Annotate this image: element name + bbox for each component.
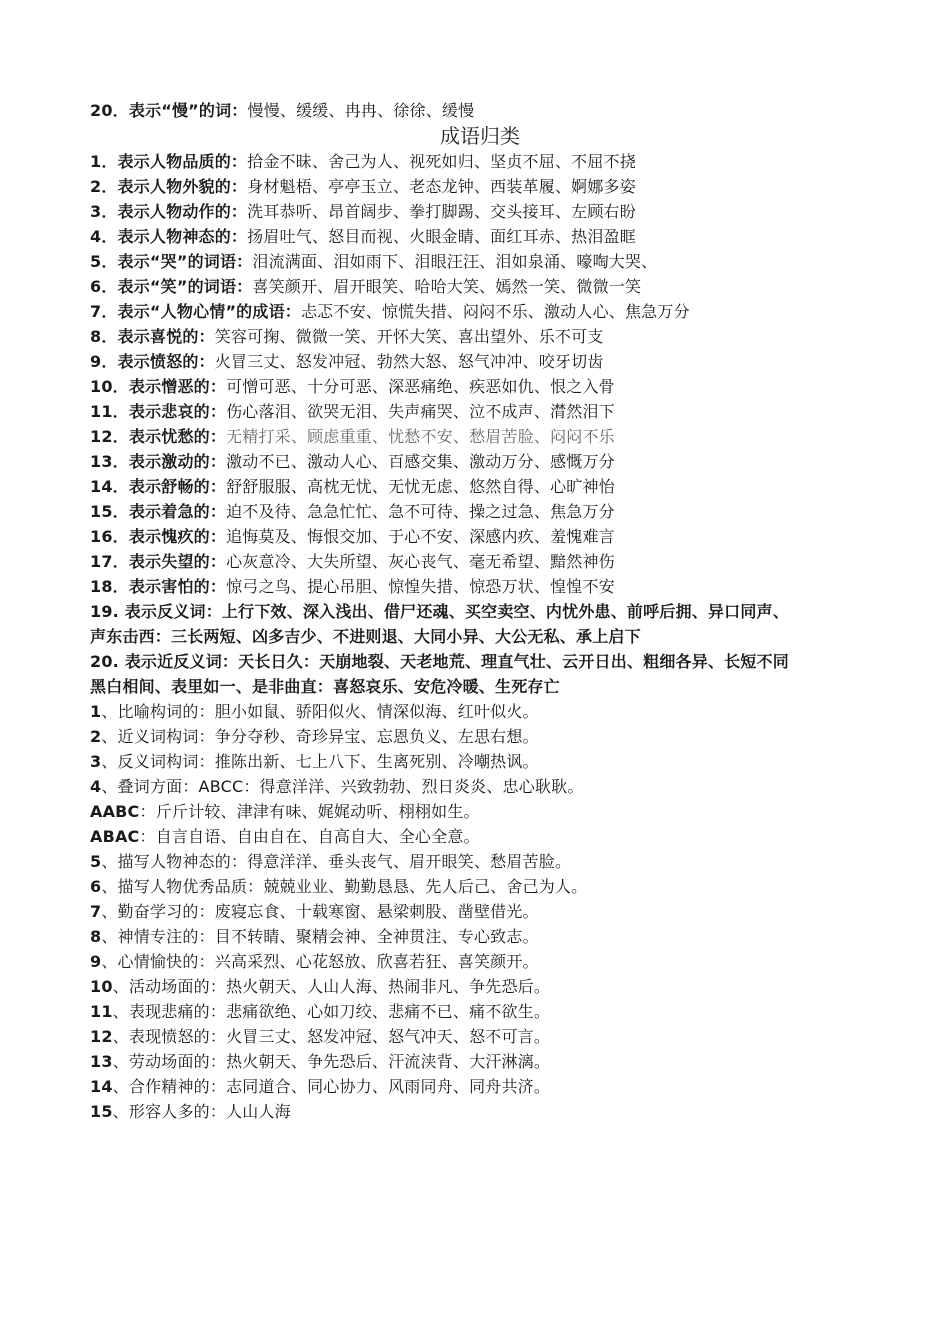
- list-item: [90, 774, 880, 799]
- line-text: 、活动场面的：热火朝天、人山人海、热闹非凡、争先恐后。: [112, 977, 551, 996]
- line-text: 、描写人物优秀品质：兢兢业业、勤勤恳恳、先人后己、舍己为人。: [101, 877, 588, 896]
- list-item: [90, 474, 880, 499]
- idiom-category-list: [90, 149, 880, 699]
- list-item: [90, 749, 880, 774]
- list-item: [90, 1099, 880, 1124]
- list-item: [90, 999, 880, 1024]
- item-number: AABC: [90, 802, 140, 821]
- list-item-antonyms-line1: 19. 表示反义词：上行下效、深入浅出、借尸还魂、买空卖空、内忧外患、前呼后拥、异口同声、: [90, 602, 789, 621]
- line-text: 伤心落泪、欲哭无泪、失声痛哭、泣不成声、潸然泪下: [226, 402, 615, 421]
- line-head: 6．表示“笑”的词语：: [90, 277, 253, 296]
- line-head: 4．表示人物神态的：: [90, 227, 248, 246]
- list-item: [90, 1024, 880, 1049]
- line-head: 18．表示害怕的：: [90, 577, 227, 596]
- list-item: [90, 424, 880, 449]
- line-head: 15．表示着急的：: [90, 502, 227, 521]
- list-item: [90, 699, 880, 724]
- line-text: 、心情愉快的：兴高采烈、心花怒放、欣喜若狂、喜笑颜开。: [101, 952, 539, 971]
- item-number: 2: [90, 727, 102, 746]
- list-item-synonyms-line1: 20. 表示近反义词：天长日久：天崩地裂、天老地荒、理直气壮、云开日出、粗细各异、长短不同: [90, 652, 789, 671]
- line-head: 7．表示“人物心情”的成语：: [90, 302, 301, 321]
- line-text: 、表现愤怒的：火冒三丈、怒发冲冠、怒气冲天、怒不可言。: [112, 1027, 551, 1046]
- line-text: 、近义词构词：争分夺秒、奇珍异宝、忘恩负义、左思右想。: [101, 727, 539, 746]
- item-number: 10: [90, 977, 113, 996]
- list-item: [90, 549, 880, 574]
- line-head: 9．表示愤怒的：: [90, 352, 215, 371]
- item-number: 4: [90, 777, 102, 796]
- line-text: 泪流满面、泪如雨下、泪眼汪汪、泪如泉涌、嚎啕大哭、: [252, 252, 658, 271]
- list-item: [90, 524, 880, 549]
- line-head: 1．表示人物品质的：: [90, 152, 248, 171]
- line-head: 10．表示憎恶的：: [90, 377, 227, 396]
- line-text: 可憎可恶、十分可恶、深恶痛绝、疾恶如仇、恨之入骨: [226, 377, 615, 396]
- item-number: 6: [90, 877, 102, 896]
- item-number: 13: [90, 1052, 113, 1071]
- line-text: 、合作精神的：志同道合、同心协力、风雨同舟、同舟共济。: [112, 1077, 551, 1096]
- line-text: 忐忑不安、惊慌失措、闷闷不乐、激动人心、焦急万分: [300, 302, 690, 321]
- line-text: 惊弓之鸟、提心吊胆、惊惶失措、惊恐万状、惶惶不安: [226, 577, 615, 596]
- list-item: [90, 849, 880, 874]
- section-title: 成语归类: [440, 124, 520, 148]
- list-item: [90, 149, 880, 174]
- line-text: 笑容可掬、微微一笑、开怀大笑、喜出望外、乐不可支: [214, 327, 604, 346]
- line-text: 舒舒服服、高枕无忧、无忧无虑、悠然自得、心旷神怡: [226, 477, 615, 496]
- line-text: 、表现悲痛的：悲痛欲绝、心如刀绞、悲痛不已、痛不欲生。: [112, 1002, 551, 1021]
- list-item-antonyms-line2: 声东击西：三长两短、凶多吉少、不进则退、大同小异、大公无私、承上启下: [90, 627, 641, 646]
- line-text: 、劳动场面的：热火朝天、争先恐后、汗流浃背、大汗淋漓。: [112, 1052, 551, 1071]
- item-number: 14: [90, 1077, 113, 1096]
- line-text: 心灰意冷、大失所望、灰心丧气、毫无希望、黯然神伤: [226, 552, 615, 571]
- list-item: [90, 399, 880, 424]
- list-item: [90, 874, 880, 899]
- line-text: 、叠词方面：ABCC：得意洋洋、兴致勃勃、烈日炎炎、忠心耿耿。: [101, 777, 584, 796]
- line-head: 16．表示愧疚的：: [90, 527, 227, 546]
- list-item: [90, 499, 880, 524]
- line-head: 20．表示“慢”的词：: [90, 101, 248, 120]
- item-number: 15: [90, 1102, 113, 1121]
- line-text: 拾金不昧、舍己为人、视死如归、坚贞不屈、不屈不挠: [247, 152, 636, 171]
- list-item: [90, 899, 880, 924]
- item-number: 12: [90, 1027, 113, 1046]
- line-text: 、反义词构词：推陈出新、七上八下、生离死别、冷嘲热讽。: [101, 752, 539, 771]
- item-number: 1: [90, 702, 102, 721]
- list-item: [90, 1049, 880, 1074]
- list-item: [90, 574, 880, 599]
- line-text: 慢慢、缓缓、冉冉、徐徐、缓慢: [247, 101, 475, 120]
- line-head: 3．表示人物动作的：: [90, 202, 248, 221]
- line-head: 17．表示失望的：: [90, 552, 227, 571]
- list-item-synonyms-line2: 黑白相间、表里如一、是非曲直：喜怒哀乐、安危冷暖、生死存亡: [90, 677, 560, 696]
- line-text: 追悔莫及、悔恨交加、于心不安、深感内疚、羞愧难言: [226, 527, 615, 546]
- line-text: 扬眉吐气、怒目而视、火眼金睛、面红耳赤、热泪盈眶: [247, 227, 636, 246]
- line-head: 13．表示激动的：: [90, 452, 227, 471]
- line-text: 激动不已、激动人心、百感交集、激动万分、感慨万分: [226, 452, 615, 471]
- list-item: [90, 374, 880, 399]
- slow-words-line: [90, 98, 880, 123]
- line-text: 无精打采、顾虑重重、忧愁不安、愁眉苦脸、闷闷不乐: [226, 427, 615, 446]
- document-page: [90, 98, 880, 1124]
- list-item: [90, 974, 880, 999]
- line-head: 12．表示忧愁的：: [90, 427, 227, 446]
- line-head: 11．表示悲哀的：: [90, 402, 227, 421]
- line-text: 身材魁梧、亭亭玉立、老态龙钟、西装革履、婀娜多姿: [247, 177, 636, 196]
- list-item: [90, 924, 880, 949]
- line-text: ：自言自语、自由自在、自高自大、全心全意。: [139, 827, 480, 846]
- list-item: [90, 299, 880, 324]
- line-text: 、比喻构词的：胆小如鼠、骄阳似火、情深似海、红叶似火。: [101, 702, 539, 721]
- item-number: 8: [90, 927, 102, 946]
- line-text: 、神情专注的：目不转睛、聚精会神、全神贯注、专心致志。: [101, 927, 539, 946]
- item-number: 5: [90, 852, 102, 871]
- item-number: 11: [90, 1002, 113, 1021]
- list-item: [90, 249, 880, 274]
- line-text: 、描写人物神态的：得意洋洋、垂头丧气、眉开眼笑、愁眉苦脸。: [101, 852, 572, 871]
- line-text: 火冒三丈、怒发冲冠、勃然大怒、怒气冲冲、咬牙切齿: [214, 352, 604, 371]
- list-item: [90, 174, 880, 199]
- list-item: [90, 1074, 880, 1099]
- line-head: 14．表示舒畅的：: [90, 477, 227, 496]
- item-number: 3: [90, 752, 102, 771]
- item-number: ABAC: [90, 827, 140, 846]
- line-head: 2．表示人物外貌的：: [90, 177, 248, 196]
- line-text: 喜笑颜开、眉开眼笑、哈哈大笑、嫣然一笑、微微一笑: [252, 277, 642, 296]
- list-item: [90, 324, 880, 349]
- list-item: [90, 224, 880, 249]
- list-item: [90, 349, 880, 374]
- list-item: [90, 449, 880, 474]
- line-text: 迫不及待、急急忙忙、急不可待、操之过急、焦急万分: [226, 502, 615, 521]
- list-item: [90, 199, 880, 224]
- list-item: [90, 949, 880, 974]
- word-formation-list: [90, 699, 880, 1124]
- line-head: 5．表示“哭”的词语：: [90, 252, 253, 271]
- line-text: 洗耳恭听、昂首阔步、拳打脚踢、交头接耳、左顾右盼: [247, 202, 636, 221]
- list-item: [90, 274, 880, 299]
- list-item: [90, 799, 880, 824]
- list-item: [90, 724, 880, 749]
- line-text: 、勤奋学习的：废寝忘食、十载寒窗、悬梁刺股、凿壁借光。: [101, 902, 539, 921]
- line-head: 8．表示喜悦的：: [90, 327, 215, 346]
- item-number: 7: [90, 902, 102, 921]
- item-number: 9: [90, 952, 102, 971]
- line-text: 、形容人多的：人山人海: [112, 1102, 291, 1121]
- line-text: ：斤斤计较、津津有味、娓娓动听、栩栩如生。: [139, 802, 480, 821]
- list-item: [90, 824, 880, 849]
